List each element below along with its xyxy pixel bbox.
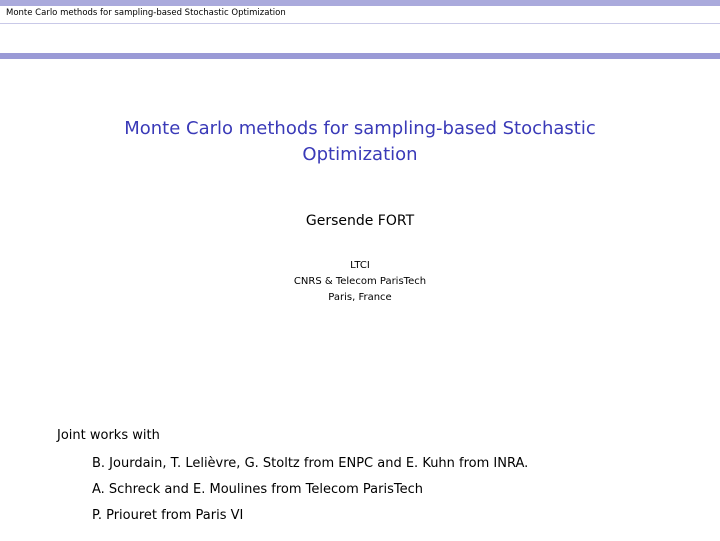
joint-works-list	[92, 451, 528, 529]
affiliation-line-3: Paris, France	[328, 292, 392, 303]
running-title: Monte Carlo methods for sampling-based Stochastic Optimization	[6, 8, 286, 18]
joint-works-item: B. Jourdain, T. Lelièvre, G. Stoltz from ENPC and E. Kuhn from INRA.	[92, 456, 529, 471]
slide-title-line-2: Optimization	[302, 144, 418, 165]
header-top-bar	[0, 0, 720, 6]
joint-works-heading: Joint works with	[57, 428, 160, 443]
joint-works-item: P. Priouret from Paris VI	[92, 508, 244, 523]
author-name: Gersende FORT	[305, 213, 415, 229]
header-divider-thin	[0, 23, 720, 24]
affiliation	[0, 258, 720, 306]
slide-title	[0, 116, 720, 168]
affiliation-line-1: LTCI	[350, 260, 370, 271]
slide-title-line-1: Monte Carlo methods for sampling-based Stochastic	[124, 118, 596, 139]
affiliation-line-2: CNRS & Telecom ParisTech	[293, 276, 427, 287]
header-divider-thick	[0, 53, 720, 59]
joint-works-item: A. Schreck and E. Moulines from Telecom ParisTech	[92, 482, 423, 497]
